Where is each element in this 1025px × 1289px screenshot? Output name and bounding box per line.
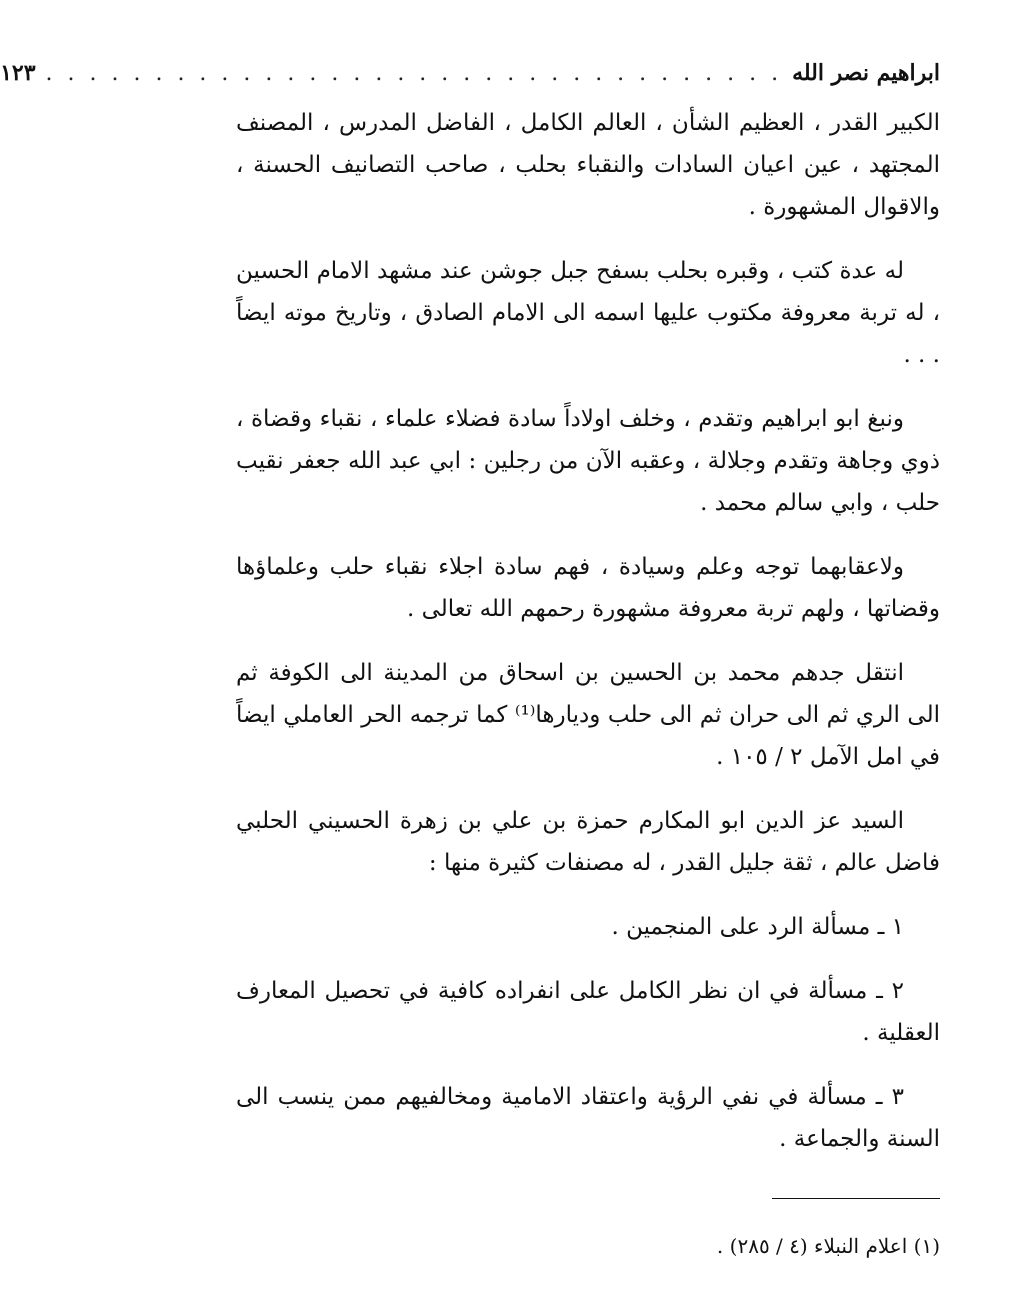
page-number: ١٢٣ [0, 60, 36, 86]
header-leader-dots: . . . . . . . . . . . . . . . . . . . . . . . . . . . . . . . . . . [45, 61, 783, 86]
book-page [0, 60, 940, 1281]
header-author: ابراهيم نصر الله [792, 60, 940, 86]
list-item-1: ١ ـ مسألة الرد على المنجمين . [611, 914, 904, 940]
running-header [0, 60, 940, 100]
paragraph-3: ونبغ ابو ابراهيم وتقدم ، وخلف اولاداً سادة فضلاء علماء ، نقباء وقضاة ، ذوي وجاهة وتقدم وجلالة ، وعقبه الآن من رجلين : ابي عبد الله جعفر نقيب حلب ، وابي سالم محمد . [236, 406, 940, 516]
footnote: (١) اعلام النبلاء (٤ / ٢٨٥) . [716, 1234, 940, 1258]
paragraph-6: السيد عز الدين ابو المكارم حمزة بن علي بن زهرة الحسيني الحلبي فاضل عالم ، ثقة جليل القدر ، له مصنفات كثيرة منها : [236, 808, 940, 876]
paragraph-5: انتقل جدهم محمد بن الحسين بن اسحاق من المدينة الى الكوفة ثم الى الري ثم الى حران ثم الى حلب وديارها⁽¹⁾ كما ترجمه الحر العاملي ايضاً في امل الآمل ٢ / ١٠٥ . [236, 660, 940, 770]
paragraph-1: الكبير القدر ، العظيم الشأن ، العالم الكامل ، الفاضل المدرس ، المصنف المجتهد ، عين اعيان السادات والنقباء بحلب ، صاحب التصانيف الحسنة ، والاقوال المشهورة . [236, 110, 940, 220]
paragraph-2: له عدة كتب ، وقبره بحلب بسفح جبل جوشن عند مشهد الامام الحسين ، له تربة معروفة مكتوب عليها اسمه الى الامام الصادق ، وتاريخ موته ايضاً . . . [236, 258, 940, 368]
list-item-3: ٣ ـ مسألة في نفي الرؤية واعتقاد الامامية ومخالفيهم ممن ينسب الى السنة والجماعة . [236, 1084, 940, 1152]
paragraph-4: ولاعقابهما توجه وعلم وسيادة ، فهم سادة اجلاء نقباء حلب وعلماؤها وقضاتها ، ولهم تربة معروفة مشهورة رحمهم الله تعالى . [236, 554, 940, 622]
footnote-divider [772, 1198, 940, 1199]
list-item-2: ٢ ـ مسألة في ان نظر الكامل على انفراده كافية في تحصيل المعارف العقلية . [236, 978, 940, 1046]
